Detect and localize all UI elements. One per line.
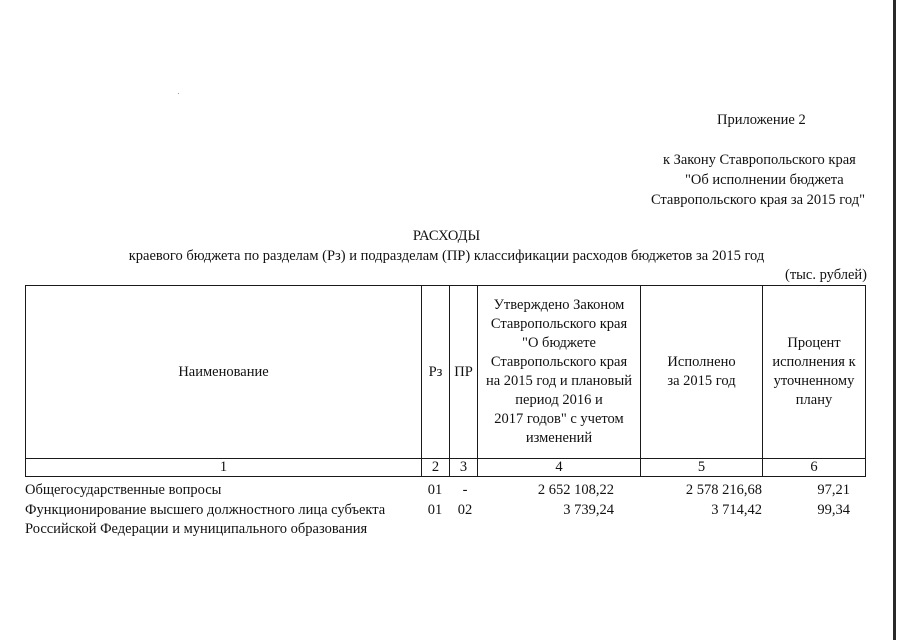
row-rz: 01 xyxy=(427,482,443,498)
header-approved-line: "О бюджете xyxy=(522,335,596,351)
page-right-border xyxy=(893,0,896,640)
row-approved: 3 739,24 xyxy=(563,502,614,518)
header-approved-line: Утверждено Законом xyxy=(493,297,625,313)
row-percent: 99,34 xyxy=(817,502,850,518)
header-percent-line: плану xyxy=(795,392,833,408)
header-name: Наименование xyxy=(26,286,422,459)
row-name: Функционирование высшего должностного лица субъекта Российской Федерации и муниципального образования xyxy=(25,502,386,537)
column-number: 4 xyxy=(478,459,641,477)
document-subtitle: краевого бюджета по разделам (Рз) и подразделам (ПР) классификации расходов бюджетов за 2015 год xyxy=(128,248,765,264)
row-name: Общегосударственные вопросы xyxy=(25,482,222,498)
header-approved-line: на 2015 год и плановый xyxy=(485,373,633,389)
column-number: 2 xyxy=(422,459,450,477)
header-percent-line: Процент xyxy=(787,335,841,351)
budget-table-body xyxy=(25,481,865,541)
appendix-label: Приложение 2 xyxy=(717,112,806,128)
document-title: РАСХОДЫ xyxy=(412,228,481,244)
row-approved: 2 652 108,22 xyxy=(537,482,614,498)
header-percent xyxy=(763,286,866,459)
column-number-row xyxy=(26,459,866,477)
budget-table-header xyxy=(25,285,866,477)
header-pr: ПР xyxy=(450,286,478,459)
header-row xyxy=(26,286,866,459)
column-number: 6 xyxy=(763,459,866,477)
row-pr: - xyxy=(462,482,468,498)
header-approved-line: 2017 годов" с учетом xyxy=(494,411,624,427)
row-rz: 01 xyxy=(427,502,443,518)
row-executed: 3 714,42 xyxy=(711,502,762,518)
row-percent: 97,21 xyxy=(817,482,850,498)
column-number: 1 xyxy=(26,459,422,477)
header-executed xyxy=(641,286,763,459)
row-executed: 2 578 216,68 xyxy=(685,482,762,498)
row-pr: 02 xyxy=(457,502,473,518)
header-approved-line: Ставропольского края xyxy=(490,316,628,332)
header-percent-line: уточненному xyxy=(773,373,855,389)
header-percent-line: исполнения к xyxy=(772,354,856,370)
header-approved-line: период 2016 и xyxy=(515,392,603,408)
header-approved xyxy=(478,286,641,459)
scan-speck xyxy=(178,93,179,94)
law-line-1: к Закону Ставропольского края xyxy=(662,152,856,168)
column-number: 3 xyxy=(450,459,478,477)
units-note: (тыс. рублей) xyxy=(785,267,867,283)
header-approved-line: Ставропольского края xyxy=(490,354,628,370)
header-executed-line: за 2015 год xyxy=(667,373,736,389)
law-line-3: Ставропольского края за 2015 год" xyxy=(650,192,865,208)
law-line-2: "Об исполнении бюджета xyxy=(684,172,844,188)
header-approved-line: изменений xyxy=(525,430,593,446)
header-rz: Рз xyxy=(422,286,450,459)
column-number: 5 xyxy=(641,459,763,477)
table-row xyxy=(25,501,865,541)
table-row xyxy=(25,481,865,501)
law-reference xyxy=(650,150,865,210)
header-executed-line: Исполнено xyxy=(667,354,736,370)
